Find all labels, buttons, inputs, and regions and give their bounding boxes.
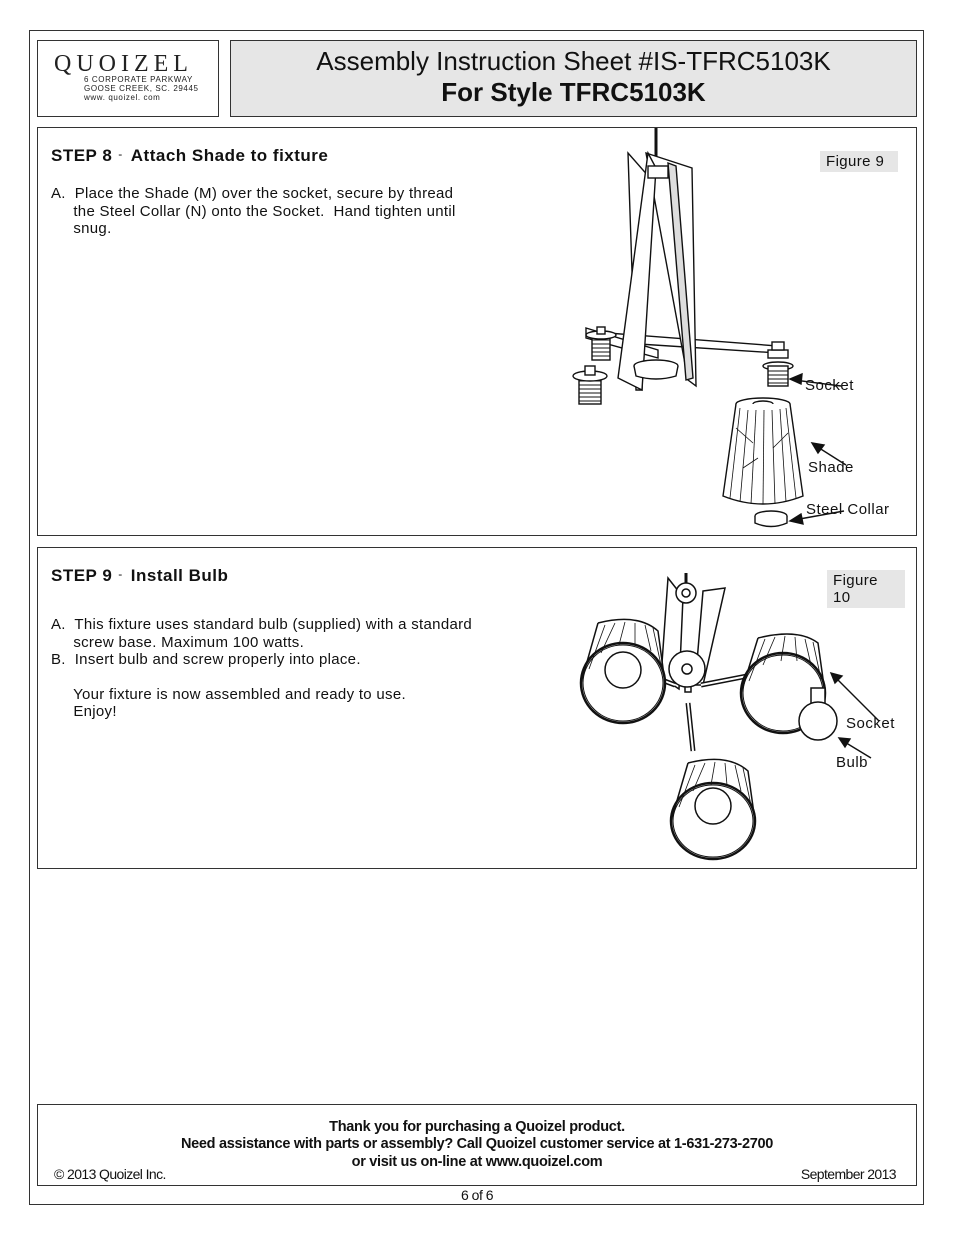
- step-dash: -: [118, 567, 123, 581]
- document-subtitle: For Style TFRC5103K: [441, 77, 706, 107]
- step-title: Attach Shade to fixture: [130, 146, 329, 165]
- footer-box: [37, 1104, 917, 1186]
- address-line: GOOSE CREEK, SC. 29445: [84, 84, 199, 93]
- step-9-instruction: Enjoy!: [51, 703, 117, 720]
- step-title: Install Bulb: [130, 566, 229, 585]
- footer-assistance: Need assistance with parts or assembly? Call Quoizel customer service at 1-631-273-2700: [180, 1136, 774, 1152]
- step-8-heading: [51, 146, 328, 166]
- step-8-section: [37, 127, 917, 536]
- step-9-instruction: A. This fixture uses standard bulb (supplied) with a standard: [51, 616, 473, 633]
- step-8-instruction: A. Place the Shade (M) over the socket, secure by thread: [51, 185, 454, 202]
- figure-9-illustration: [518, 128, 808, 533]
- step-9-instruction: Your fixture is now assembled and ready to use.: [51, 686, 406, 703]
- figure-9-label: Figure 9: [820, 151, 898, 172]
- copyright: © 2013 Quoizel Inc.: [54, 1166, 166, 1182]
- socket-callout: Socket: [846, 715, 895, 732]
- step-number: STEP 9: [51, 566, 113, 585]
- figure-10-label: Figure 10: [827, 570, 905, 608]
- page-number: 6 of 6: [460, 1187, 494, 1203]
- title-box: [230, 40, 917, 117]
- steel-collar-callout: Steel Collar: [806, 501, 890, 518]
- step-dash: -: [118, 147, 123, 161]
- step-8-instruction: snug.: [51, 220, 112, 237]
- step-8-instruction: the Steel Collar (N) onto the Socket. Hand tighten until: [51, 203, 456, 220]
- document-date: September 2013: [800, 1166, 896, 1182]
- footer-thanks: Thank you for purchasing a Quoizel product.: [329, 1119, 625, 1135]
- footer-website: or visit us on-line at www.quoizel.com: [351, 1154, 603, 1170]
- shade-callout: Shade: [808, 459, 854, 476]
- step-9-section: [37, 547, 917, 869]
- address-line: 6 CORPORATE PARKWAY: [84, 75, 193, 84]
- document-title: Assembly Instruction Sheet #IS-TFRC5103K: [316, 46, 831, 76]
- company-address: [84, 75, 199, 102]
- socket-callout: Socket: [805, 377, 854, 394]
- address-line: www. quoizel. com: [84, 93, 161, 102]
- bulb-callout: Bulb: [836, 754, 869, 771]
- step-9-heading: [51, 566, 228, 586]
- company-logo: QUOIZEL: [54, 51, 193, 77]
- step-number: STEP 8: [51, 146, 113, 165]
- company-logo-box: [37, 40, 219, 117]
- step-9-instruction: B. Insert bulb and screw properly into place.: [51, 651, 361, 668]
- step-9-instruction: screw base. Maximum 100 watts.: [51, 634, 305, 651]
- figure-10-illustration: [553, 573, 853, 868]
